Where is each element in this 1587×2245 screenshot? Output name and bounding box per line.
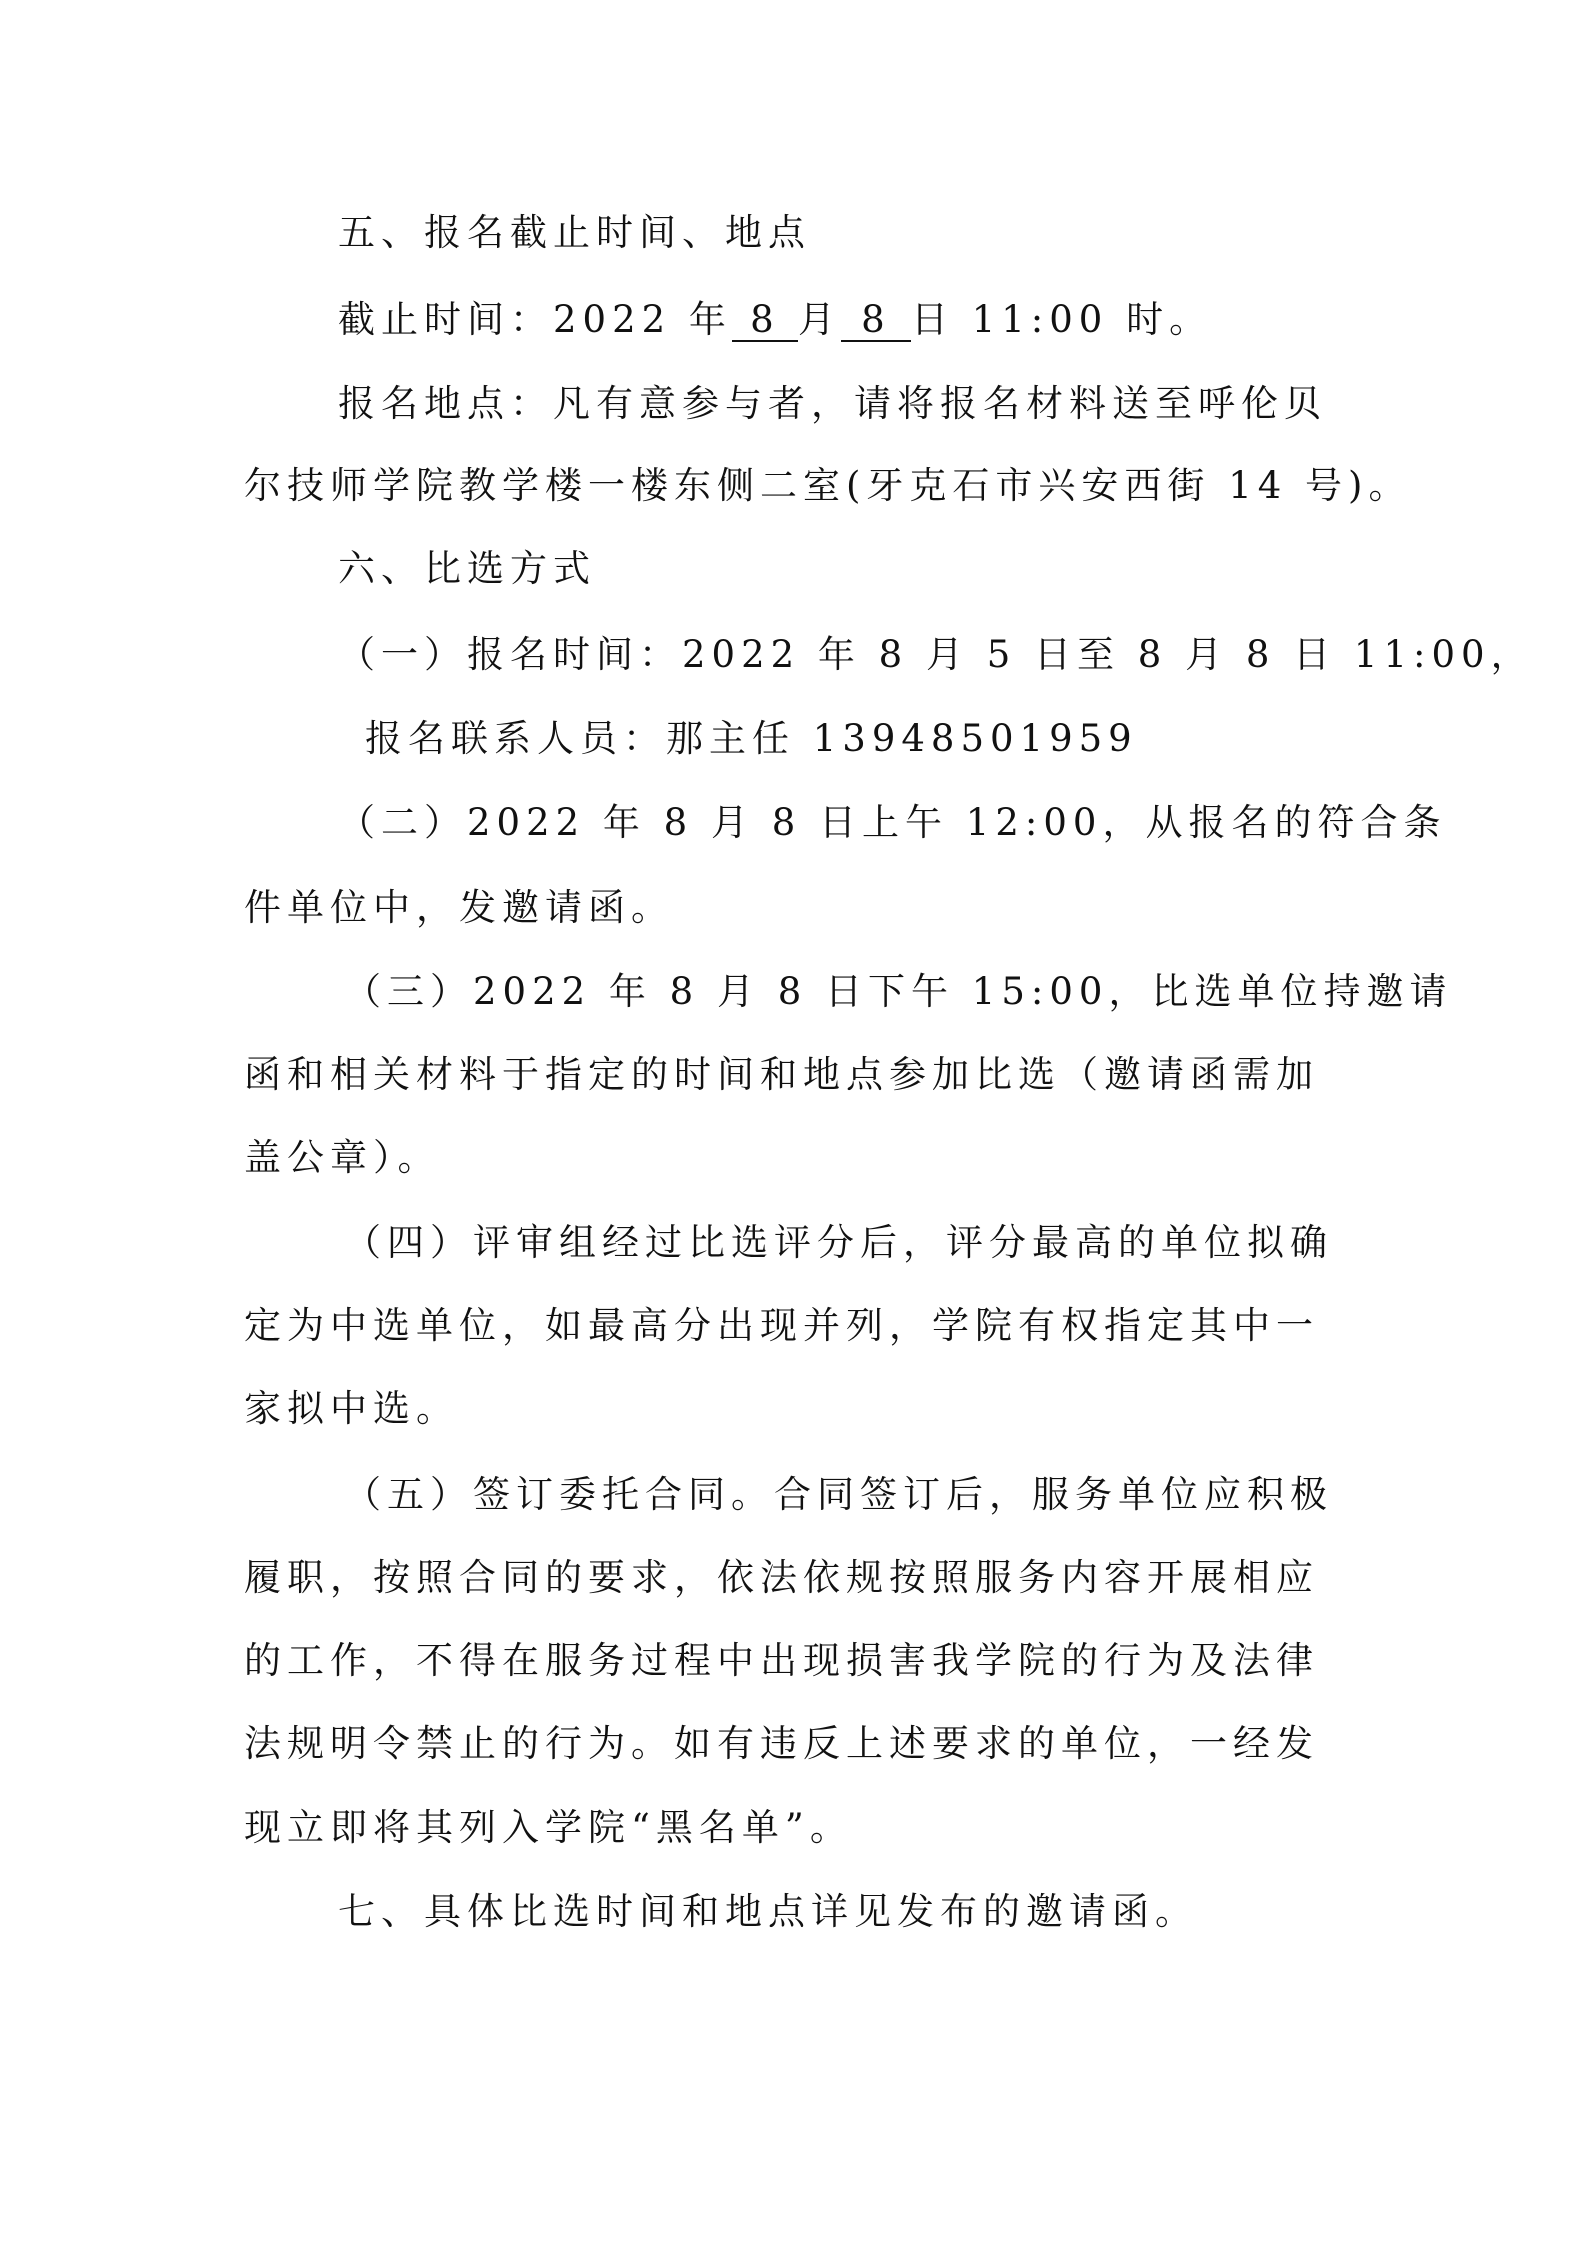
location-line-2: 尔技师学院教学楼一楼东侧二室(牙克石市兴安西街 14 号)。 [244, 464, 1412, 507]
deadline-suffix: 日 11:00 时。 [910, 298, 1213, 341]
deadline-line [338, 296, 1448, 344]
location-line-1: 报名地点：凡有意参与者，请将报名材料送至呼伦贝 [338, 382, 1327, 425]
item-2-line-1: （二）2022 年 8 月 8 日上午 12:00，从报名的符合条 [338, 801, 1447, 844]
deadline-prefix: 截止时间：2022 年 [338, 298, 732, 341]
deadline-month-label: 月 [797, 298, 841, 341]
item-4-line-1: （四）评审组经过比选评分后，评分最高的单位拟确 [344, 1221, 1333, 1264]
section-7-heading: 七、具体比选时间和地点详见发布的邀请函。 [338, 1890, 1198, 1933]
item-5-line-3: 的工作，不得在服务过程中出现损害我学院的行为及法律 [244, 1639, 1319, 1682]
deadline-day: 8 [841, 300, 911, 342]
item-1-line-1: （一）报名时间：2022 年 8 月 5 日至 8 月 8 日 11:00， [338, 633, 1534, 676]
deadline-month: 8 [732, 300, 798, 342]
item-1-line-2: 报名联系人员：那主任 13948501959 [365, 717, 1138, 760]
item-5-line-5: 现立即将其列入学院“黑名单”。 [244, 1806, 853, 1849]
item-5-line-1: （五）签订委托合同。合同签订后，服务单位应积极 [344, 1473, 1333, 1516]
item-4-line-3: 家拟中选。 [244, 1387, 459, 1430]
section-5-heading: 五、报名截止时间、地点 [338, 211, 811, 254]
item-2-line-2: 件单位中，发邀请函。 [244, 886, 674, 929]
item-5-line-4: 法规明令禁止的行为。如有违反上述要求的单位，一经发 [244, 1722, 1319, 1765]
item-3-line-2: 函和相关材料于指定的时间和地点参加比选（邀请函需加 [244, 1053, 1319, 1096]
item-5-line-2: 履职，按照合同的要求，依法依规按照服务内容开展相应 [244, 1556, 1319, 1599]
item-4-line-2: 定为中选单位，如最高分出现并列，学院有权指定其中一 [244, 1304, 1319, 1347]
item-3-line-1: （三）2022 年 8 月 8 日下午 15:00，比选单位持邀请 [344, 970, 1453, 1013]
section-6-heading: 六、比选方式 [338, 547, 596, 590]
item-3-line-3: 盖公章）。 [244, 1136, 441, 1179]
